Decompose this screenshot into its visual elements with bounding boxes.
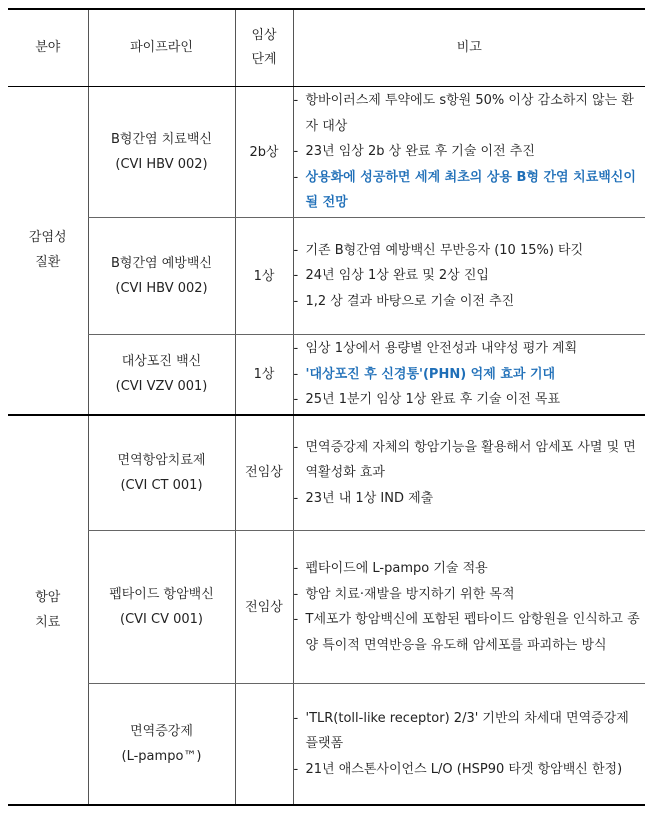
header-notes: 비고 [293, 9, 645, 87]
header-phase [235, 9, 293, 87]
note-text: 21년 애스톤사이언스 L/O (HSP90 타겟 항암백신 한정) [305, 761, 623, 777]
note-bullet: - [293, 93, 299, 109]
note-item [294, 362, 646, 388]
pipeline-table [8, 8, 645, 806]
note-text: 기존 B형간염 예방백신 무반응자 (10 15%) 타깃 [305, 242, 584, 258]
note-item [294, 757, 646, 783]
note-text: 24년 임상 1상 완료 및 2상 진입 [305, 268, 489, 284]
header-field: 분야 [8, 9, 88, 87]
pipeline-cell [88, 531, 235, 684]
pipeline-code: (CVI CV 001) [120, 612, 203, 627]
pipeline-cell [88, 335, 235, 415]
note-text: 23년 내 1상 IND 제출 [305, 490, 434, 506]
notes-cell [293, 87, 645, 218]
note-bullet: - [293, 490, 299, 506]
notes-cell [293, 218, 645, 335]
table-row [8, 531, 645, 684]
note-bullet: - [293, 439, 299, 455]
header-pipeline: 파이프라인 [88, 9, 235, 87]
phase-cell: 2b상 [235, 87, 293, 218]
table-row [8, 218, 645, 335]
pipeline-name: 면역증강제 [130, 723, 193, 739]
note-text: '대상포진 후 신경통'(PHN) 억제 효과 기대 [305, 366, 556, 382]
note-text: 면역증강제 자체의 항암기능을 활용해서 암세포 사멸 및 면역활성화 효과 [305, 439, 636, 480]
note-bullet: - [293, 293, 299, 309]
pipeline-name: B형간염 예방백신 [111, 256, 212, 271]
note-item [294, 165, 646, 216]
table-row [8, 87, 645, 218]
table-row [8, 415, 645, 531]
notes-cell [293, 684, 645, 805]
field-label-line2: 질환 [35, 255, 61, 271]
notes-cell [293, 531, 645, 684]
pipeline-cell [88, 415, 235, 531]
field-cell [8, 415, 88, 805]
note-bullet: - [293, 586, 299, 602]
note-text: 임상 1상에서 용량별 안전성과 내약성 평가 계획 [305, 341, 578, 356]
pipeline-name: 면역항암치료제 [117, 452, 206, 468]
note-bullet: - [293, 268, 299, 284]
note-text: 펩타이드에 L-pampo 기술 적용 [305, 561, 488, 576]
note-text: T세포가 항암백신에 포함된 펩타이드 암항원을 인식하고 종양 특이적 면역반응을 유도해 암세포를 파괴하는 방식 [305, 612, 640, 653]
pipeline-name: 대상포진 백신 [121, 354, 202, 370]
note-bullet: - [293, 169, 299, 185]
note-bullet: - [293, 392, 299, 407]
pipeline-code: (CVI HBV 002) [115, 157, 208, 172]
note-item [294, 556, 646, 582]
field-cell [8, 87, 88, 415]
note-text: 1,2 상 결과 바탕으로 기술 이전 추진 [305, 293, 515, 309]
pipeline-name: 펩타이드 항암백신 [109, 587, 214, 602]
note-text: 상용화에 성공하면 세계 최초의 상용 B형 간염 치료백신이 될 전망 [305, 169, 636, 211]
note-item [294, 336, 646, 362]
phase-cell: 1상 [235, 335, 293, 415]
header-row [8, 9, 645, 87]
pipeline-cell [88, 87, 235, 218]
field-label-line2: 치료 [35, 614, 61, 630]
note-bullet: - [293, 561, 299, 576]
field-label-line1: 항암 [35, 589, 61, 605]
note-bullet: - [293, 761, 299, 777]
pipeline-name: B형간염 치료백신 [111, 132, 212, 147]
note-item [294, 387, 646, 413]
phase-cell: 전임상 [235, 415, 293, 531]
pipeline-code: (CVI CT 001) [120, 477, 203, 493]
phase-cell: 전임상 [235, 531, 293, 684]
table-row [8, 335, 645, 415]
note-item [294, 435, 646, 486]
note-bullet: - [293, 612, 299, 627]
note-item [294, 706, 646, 757]
phase-cell [235, 684, 293, 805]
note-item [294, 263, 646, 289]
notes-cell [293, 415, 645, 531]
note-text: 항바이러스제 투약에도 s항원 50% 이상 감소하지 않는 환자 대상 [305, 93, 634, 134]
pipeline-code: (CVI VZV 001) [115, 379, 208, 395]
note-item [294, 289, 646, 315]
note-item [294, 607, 646, 658]
note-item [294, 88, 646, 139]
pipeline-code: (CVI HBV 002) [115, 281, 208, 296]
pipeline-cell [88, 684, 235, 805]
note-bullet: - [293, 710, 299, 726]
note-bullet: - [293, 144, 299, 160]
note-item [294, 139, 646, 165]
note-item [294, 582, 646, 608]
note-bullet: - [293, 366, 299, 382]
header-phase-line2: 단계 [251, 52, 277, 67]
table-row [8, 684, 645, 805]
field-label-line1: 감염성 [28, 230, 67, 246]
note-text: 항암 치료·재발을 방지하기 위한 목적 [305, 586, 515, 602]
note-text: 25년 1분기 임상 1상 완료 후 기술 이전 목표 [305, 392, 561, 407]
header-phase-line1: 임상 [251, 28, 277, 43]
note-item [294, 238, 646, 264]
pipeline-code: (L-pampo™) [121, 748, 202, 764]
note-item [294, 486, 646, 512]
phase-cell: 1상 [235, 218, 293, 335]
note-bullet: - [293, 242, 299, 258]
note-text: 'TLR(toll-like receptor) 2/3' 기반의 차세대 면역증강제 플랫폼 [305, 710, 629, 751]
note-text: 23년 임상 2b 상 완료 후 기술 이전 추진 [305, 144, 535, 160]
notes-cell [293, 335, 645, 415]
pipeline-cell [88, 218, 235, 335]
note-bullet: - [293, 341, 299, 356]
